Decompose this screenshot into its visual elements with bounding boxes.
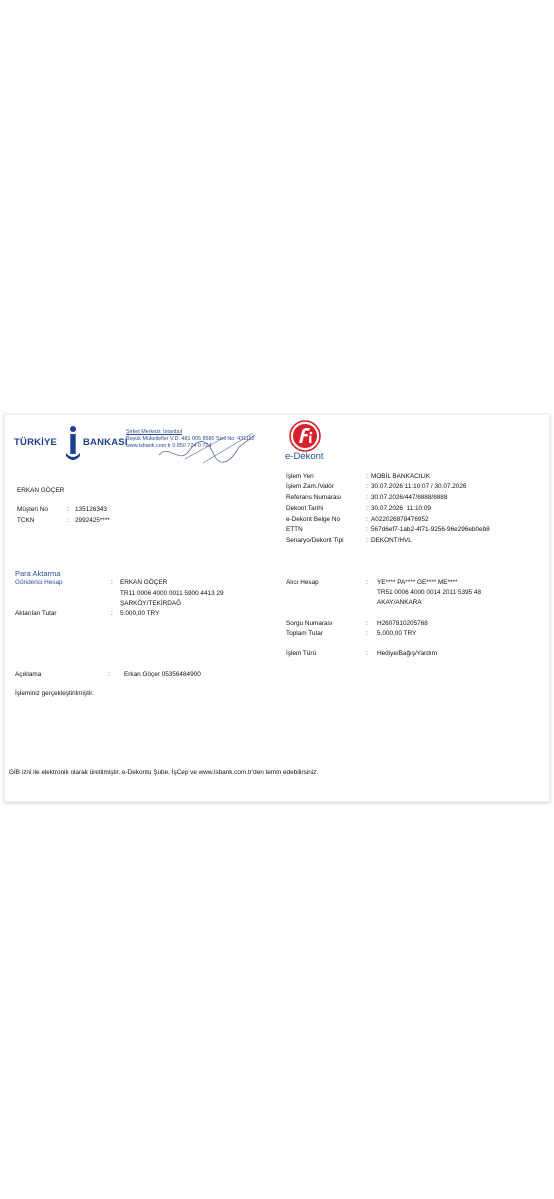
edekont-label: e-Dekont — [285, 451, 324, 462]
separator: : — [67, 506, 69, 513]
ettn-label: ETTN — [286, 526, 303, 533]
receiver-label: Alıcı Hesap — [286, 579, 319, 586]
logo-text-right: BANKASI — [83, 437, 128, 448]
footer-note: GİB izni ile elektronik olarak üretilmiştir. e-Dekontu Şube, İşCep ve www.isbank.com.tr'den temin edebilirsiniz. — [9, 769, 319, 776]
signature-icon — [155, 425, 265, 469]
separator: : — [108, 671, 110, 678]
separator: : — [366, 620, 368, 627]
amount-label: Aktarılan Tutar — [15, 610, 57, 617]
islem-yeri-label: İşlem Yeri — [286, 473, 314, 480]
separator: : — [366, 516, 368, 523]
company-line-2: Büyük Mükellefler V.D. 481 005 8580 Sicil No: 431112 — [126, 436, 255, 442]
separator: : — [366, 650, 368, 657]
dekont-tarihi-label: Dekont Tarihi — [286, 505, 324, 512]
sender-iban: TR11 0006 4000 0011 5900 4413 29 — [120, 590, 224, 597]
receiver-branch: AKAY/ANKARA — [377, 599, 422, 606]
ettn-value: 567d6ef7-1ab2-4f71-9256-96e296eb0eb8 — [371, 526, 490, 533]
sender-name: ERKAN GÖÇER — [120, 579, 168, 586]
islem-zaman-value: 30.07.2026 11:10:07 / 30.07.2026 — [371, 483, 467, 490]
separator: : — [366, 579, 368, 586]
isbank-i-icon — [64, 425, 82, 463]
query-value: H2607810205768 — [377, 620, 428, 627]
separator: : — [67, 517, 69, 524]
receiver-name: YE**** PA**** GE**** ME**** — [377, 579, 458, 586]
referans-label: Referans Numarası — [286, 494, 342, 501]
tckn-label: TCKN — [17, 517, 35, 524]
tckn-value: 2992425**** — [75, 517, 110, 524]
separator: : — [111, 579, 113, 586]
section-title: Para Aktarma — [15, 569, 61, 578]
receipt-document — [4, 414, 550, 802]
belge-no-value: A022026878476952 — [371, 516, 429, 523]
separator: : — [366, 537, 368, 544]
separator: : — [366, 494, 368, 501]
separator: : — [366, 526, 368, 533]
separator: : — [366, 630, 368, 637]
type-value: Hediye/Bağış/Yardım — [377, 650, 437, 657]
isbank-logo — [14, 425, 128, 465]
senaryo-value: DEKONT/HVL — [371, 537, 412, 544]
referans-value: 30.07.2026/447/8888/8888 — [371, 494, 448, 501]
belge-no-label: e-Dekont Belge No — [286, 516, 340, 523]
type-label: İşlem Türü — [286, 650, 317, 657]
receiver-iban: TR51 0006 4000 0014 2011 5395 48 — [377, 589, 481, 596]
total-value: 5.000,00 TRY — [377, 630, 417, 637]
separator: : — [366, 505, 368, 512]
company-line-3: www.isbank.com.tr 0 850 724 0 724 — [126, 443, 212, 449]
islem-yeri-value: MOBİL BANKACILIK — [371, 473, 431, 480]
musteri-no-label: Müşteri No — [17, 506, 48, 513]
total-label: Toplam Tutar — [286, 630, 323, 637]
musteri-no-value: 135126343 — [75, 506, 107, 513]
description-label: Açıklama — [15, 671, 42, 678]
dekont-tarihi-value: 30.07.2026 11:10:09 — [371, 505, 431, 512]
status-text: İşleminiz gerçekleştirilmiştir. — [15, 690, 94, 697]
senaryo-label: Senaryo/Dekont Tipi — [286, 537, 344, 544]
customer-name: ERKAN GÖÇER — [17, 487, 65, 494]
separator: : — [366, 473, 368, 480]
islem-zaman-label: İşlem Zam./Valör — [286, 483, 334, 490]
separator: : — [111, 610, 113, 617]
amount-value: 5.000,00 TRY — [120, 610, 160, 617]
edekont-logo-icon — [287, 418, 323, 454]
sender-branch: ŞARKÖY/TEKİRDAĞ — [120, 600, 182, 607]
company-line-1: Şirket Merkezi: İstanbul — [126, 429, 183, 435]
separator: : — [366, 483, 368, 490]
sender-label: Gönderici Hesap — [15, 579, 63, 586]
query-label: Sorgu Numarası — [286, 620, 333, 627]
description-value: Erkan Göçer 05356484900 — [124, 671, 201, 678]
logo-text-left: TÜRKİYE — [14, 437, 58, 448]
